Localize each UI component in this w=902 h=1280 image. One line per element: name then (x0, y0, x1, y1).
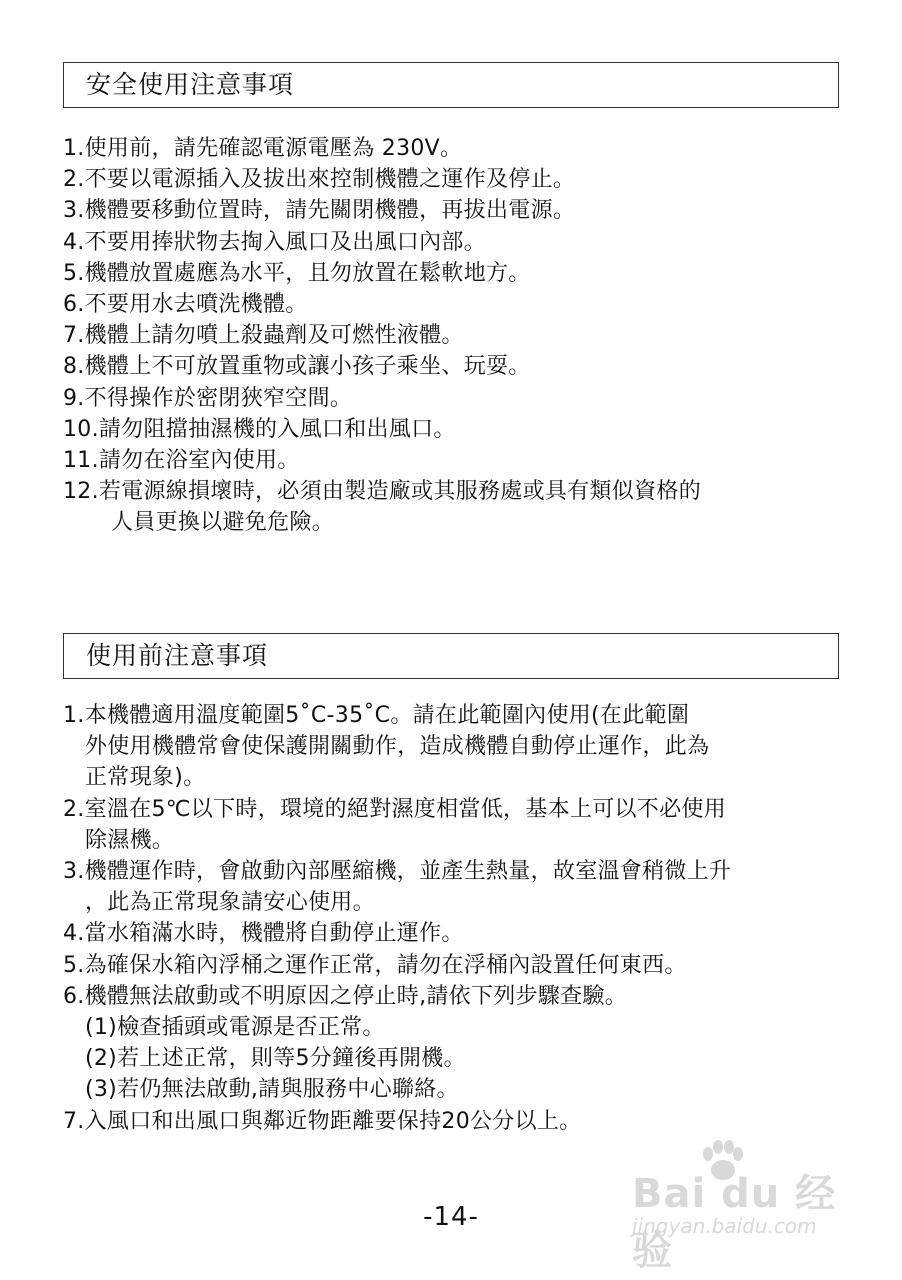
list-item: 7.機體上請勿噴上殺蟲劑及可燃性液體。 (63, 323, 464, 349)
watermark-url: jingyan.baidu.com (632, 1214, 817, 1238)
list-item: 2.不要以電源插入及拔出來控制機體之運作及停止。 (63, 167, 576, 193)
list-item: 1.本機體適用溫度範圍5˚C-35˚C。請在此範圍內使用(在此範圍 (63, 703, 690, 728)
section-title-before-use: 使用前注意事項 (63, 633, 839, 679)
section-title-safety: 安全使用注意事項 (63, 62, 839, 108)
watermark-brand: Bai du 经验 (632, 1171, 837, 1274)
list-item: 5.機體放置處應為水平，且勿放置在鬆軟地方。 (63, 260, 531, 286)
before-use-notes-list (63, 700, 853, 1137)
list-item-continuation: 正常現象)。 (85, 765, 206, 791)
list-item: 6.不要用水去噴洗機體。 (63, 292, 308, 318)
list-item: 5.為確保水箱內浮桶之運作正常，請勿在浮桶內設置任何東西。 (63, 952, 687, 978)
list-item: 9.不得操作於密閉狹窄空間。 (63, 385, 353, 411)
list-subitem: (2)若上述正常，則等5分鐘後再開機。 (85, 1046, 466, 1072)
list-item: 4.不要用捧狀物去掏入風口及出風口內部。 (63, 229, 486, 255)
list-item: 3.機體運作時，會啟動內部壓縮機，並產生熱量，故室溫會稍微上升 (63, 859, 732, 885)
list-subitem: (1)檢查插頭或電源是否正常。 (85, 1015, 385, 1041)
list-item: 2.室溫在5℃以下時，環境的絕對濕度相當低，基本上可以不必使用 (63, 796, 726, 822)
list-subitem: (3)若仍無法啟動,請與服務中心聯絡。 (85, 1077, 459, 1103)
page-number: -14- (423, 1202, 479, 1232)
list-item: 7.入風口和出風口與鄰近物距離要保持20公分以上。 (63, 1108, 582, 1134)
list-item: 6.機體無法啟動或不明原因之停止時,請依下列步驟查驗。 (63, 983, 628, 1009)
list-item-continuation: 人員更換以避免危險。 (111, 510, 335, 536)
list-item: 4.當水箱滿水時，機體將自動停止運作。 (63, 921, 464, 947)
list-item-continuation: ，此為正常現象請安心使用。 (85, 890, 375, 916)
list-item-continuation: 外使用機體常會使保護開關動作，造成機體自動停止運作，此為 (85, 734, 710, 760)
safety-notes-list (63, 133, 853, 539)
list-item: 12.若電源線損壞時，必須由製造廠或其服務處或具有類似資格的 (63, 479, 701, 505)
list-item: 8.機體上不可放置重物或讓小孩子乘坐、玩耍。 (63, 354, 531, 380)
list-item: 10.請勿阻擋抽濕機的入風口和出風口。 (63, 416, 456, 442)
list-item: 11.請勿在浴室內使用。 (63, 448, 300, 474)
list-item: 1.使用前，請先確認電源電壓為 230V。 (63, 136, 463, 161)
list-item-continuation: 除濕機。 (85, 827, 175, 853)
list-item: 3.機體要移動位置時，請先關閉機體，再拔出電源。 (63, 198, 576, 224)
